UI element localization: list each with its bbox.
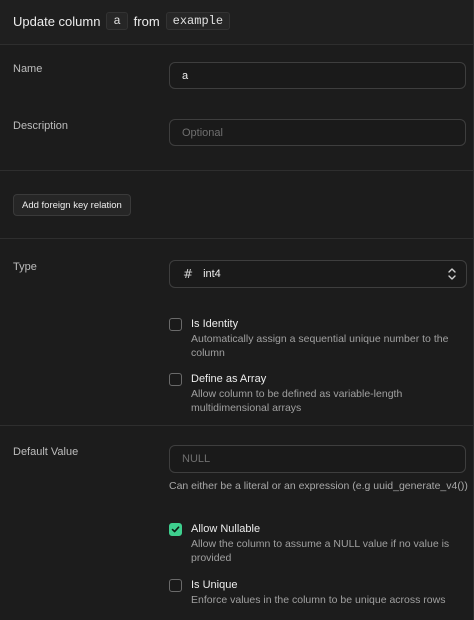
default-value-placeholder: NULL [182,453,211,465]
divider [0,425,473,426]
is-unique-description: Enforce values in the column to be unique across rows [191,594,446,606]
name-label: Name [13,63,43,75]
name-input-value: a [182,69,189,82]
divider [0,238,473,239]
default-value-input[interactable] [169,445,466,473]
type-label: Type [13,261,37,273]
define-as-array-description: Allow column to be defined as variable-length multidimensional arrays [191,388,403,414]
name-input[interactable] [169,62,466,89]
panel-header [0,0,473,45]
panel-title [13,12,230,30]
define-as-array-title: Define as Array [191,373,267,385]
default-value-hint: Can either be a literal or an expression (e.g uuid_generate_v4()) [169,480,468,492]
table-name-code: example [166,12,230,30]
column-name-code: a [106,12,127,30]
define-as-array-checkbox[interactable] [169,373,182,386]
is-identity-title: Is Identity [191,318,239,330]
is-identity-checkbox[interactable] [169,318,182,331]
description-placeholder: Optional [182,126,223,139]
hash-icon: # [183,267,194,281]
allow-nullable-title: Allow Nullable [191,523,261,535]
description-input[interactable] [169,119,466,146]
allow-nullable-checkbox[interactable] [169,523,182,536]
allow-nullable-description: Allow the column to assume a NULL value if no value is provided [191,538,450,564]
default-value-label: Default Value [13,446,79,458]
is-unique-title: Is Unique [191,579,238,591]
is-unique-checkbox[interactable] [169,579,182,592]
type-select[interactable] [169,260,467,288]
type-select-value: int4 [203,268,221,280]
title-middle: from [133,13,160,29]
divider [0,170,473,171]
check-icon [171,525,180,534]
title-prefix: Update column [13,13,101,29]
is-identity-description: Automatically assign a sequential unique number to the column [191,333,449,359]
add-foreign-key-button[interactable]: Add foreign key relation [13,194,131,216]
chevron-up-down-icon [446,267,458,281]
description-label: Description [13,120,69,132]
